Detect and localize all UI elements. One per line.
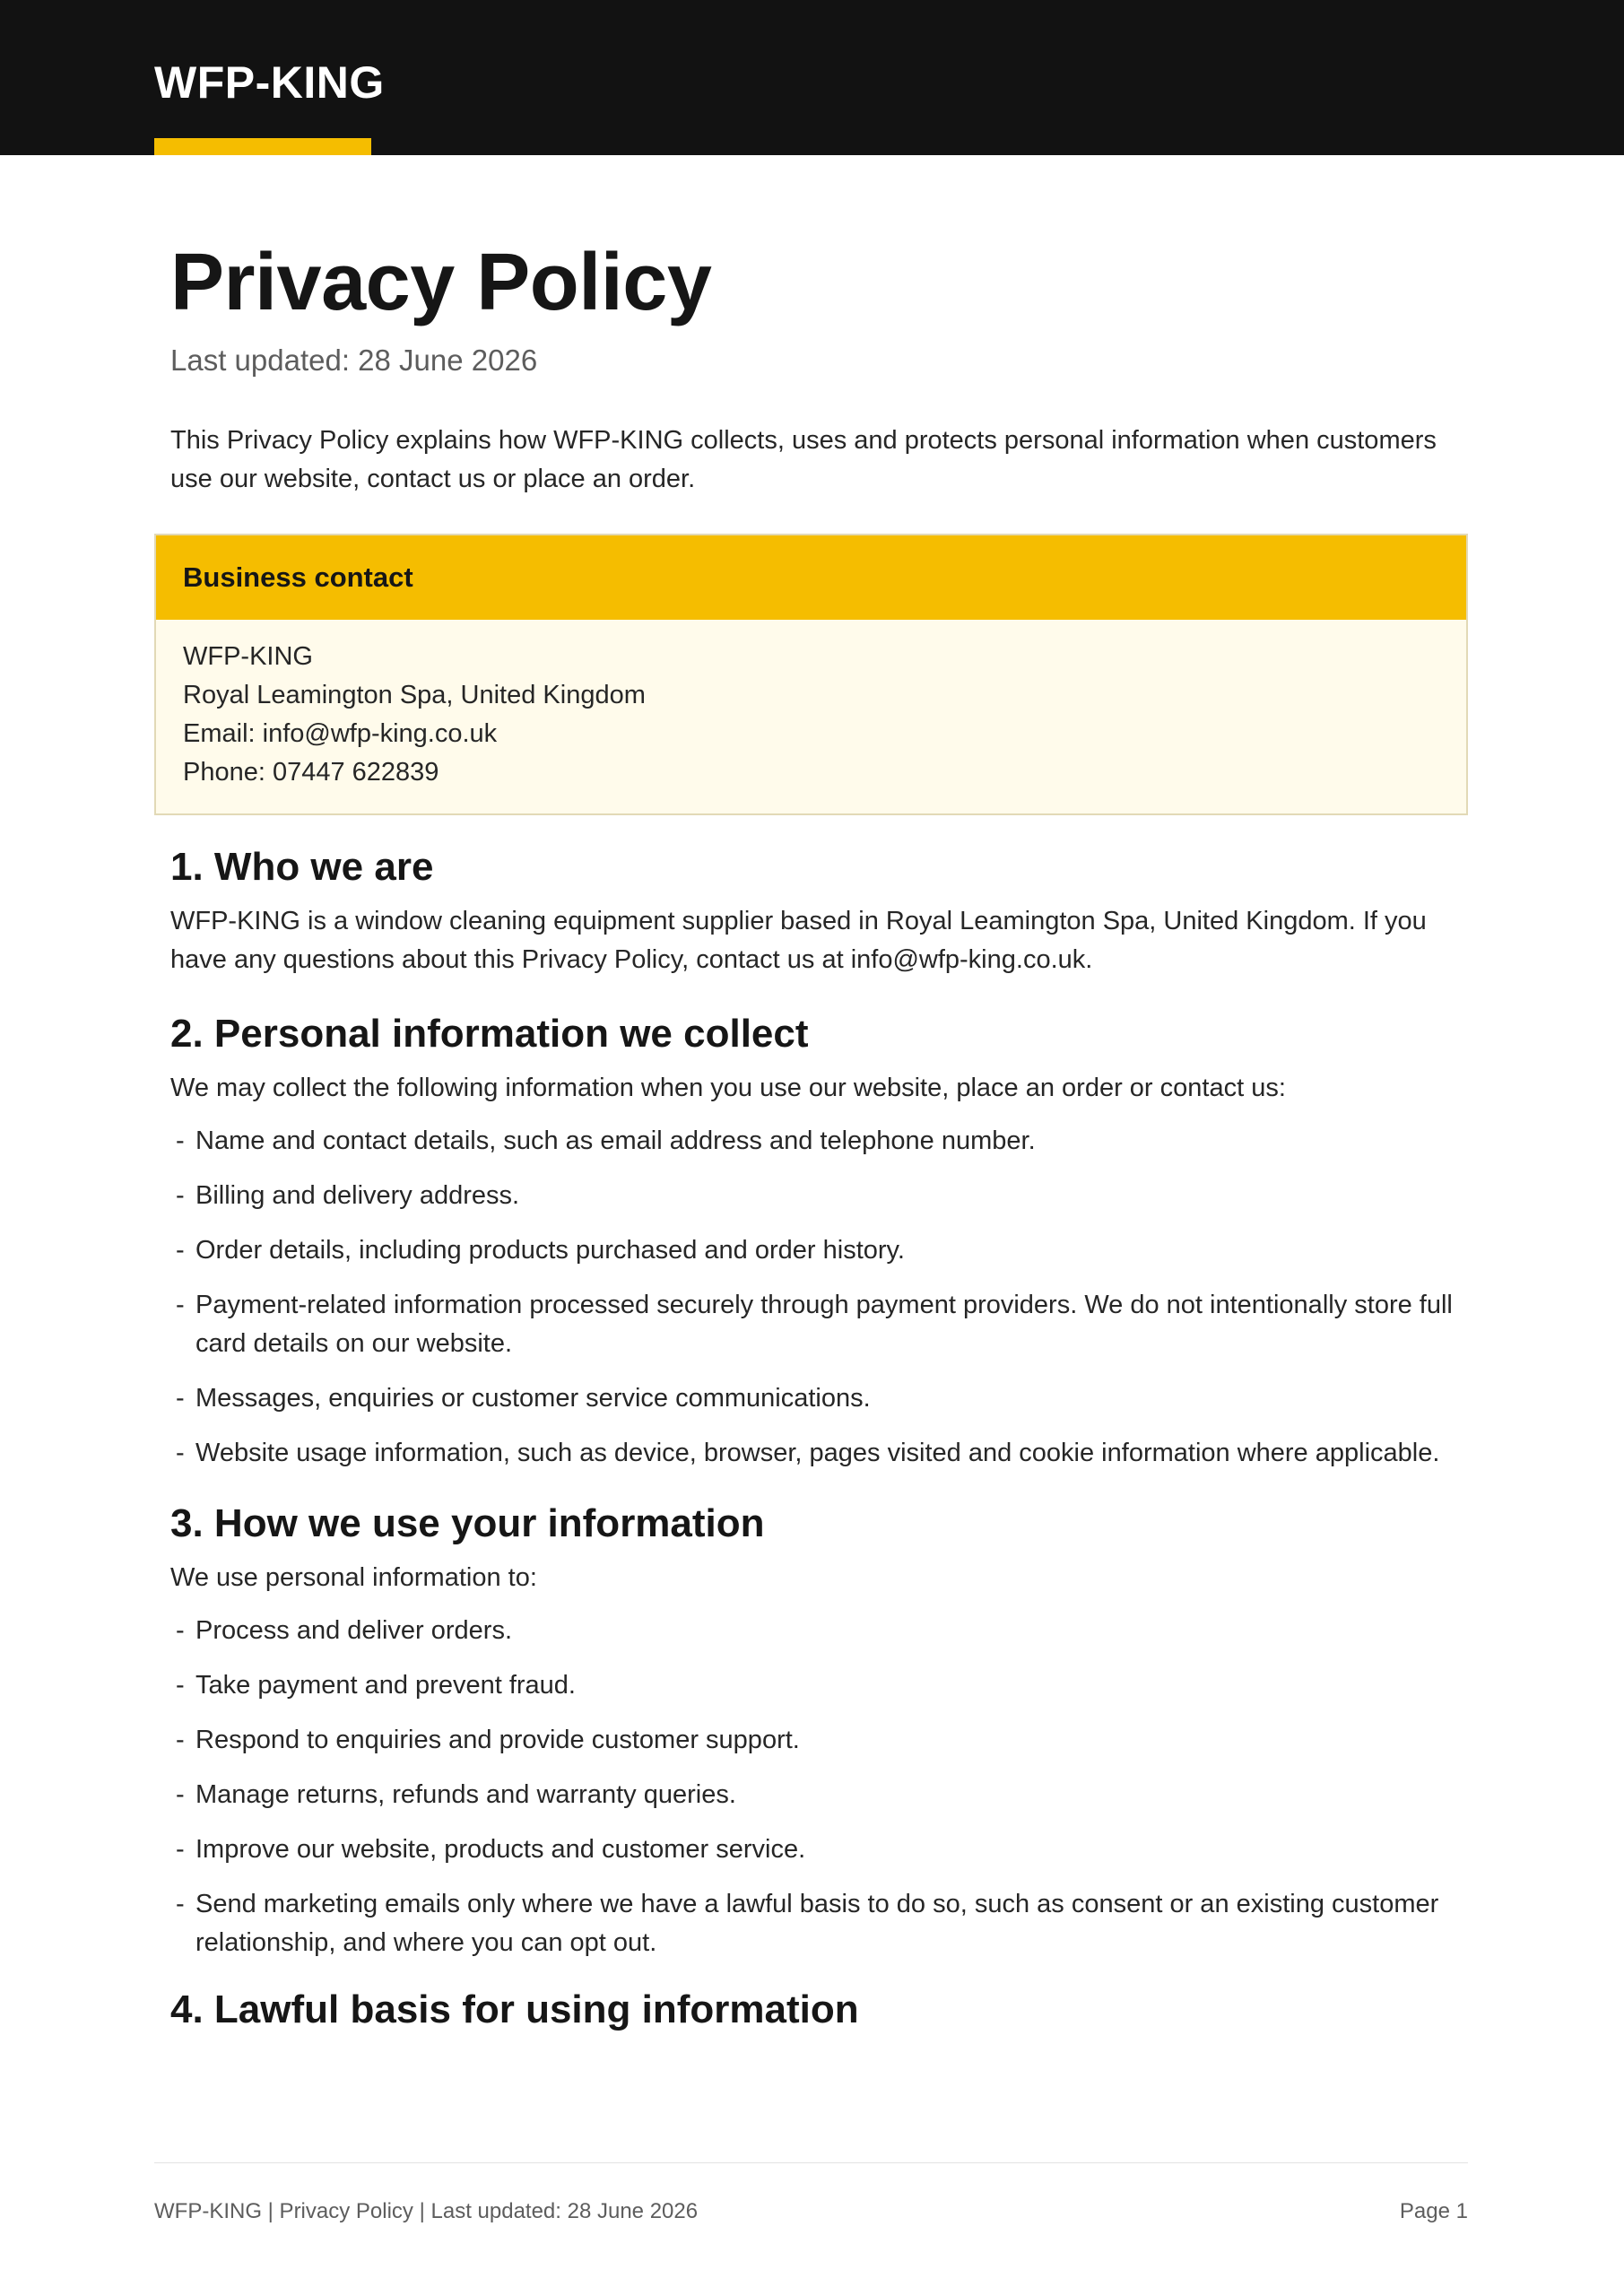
- list-item: - Take payment and prevent fraud.: [170, 1666, 1471, 1705]
- section-heading: 2. Personal information we collect: [170, 1012, 809, 1056]
- list-item: - Respond to enquiries and provide customer support.: [170, 1721, 1471, 1760]
- intro-paragraph: This Privacy Policy explains how WFP-KING collects, uses and protects personal information when customers use our website, contact us or place an order.: [170, 426, 1437, 493]
- list-item: - Order details, including products purchased and order history.: [170, 1231, 1471, 1270]
- page-title: Privacy Policy: [170, 238, 712, 327]
- section-heading: 4. Lawful basis for using information: [170, 1987, 859, 2031]
- list-item: - Process and deliver orders.: [170, 1612, 1471, 1650]
- footer-divider: [154, 2162, 1468, 2163]
- section-personal-information: [170, 1010, 1471, 1473]
- footer-page-number: Page 1: [1399, 2199, 1468, 2223]
- business-contact-details: [156, 620, 1466, 792]
- information-use-list: [170, 1612, 1471, 1962]
- section-paragraph: WFP-KING is a window cleaning equipment supplier based in Royal Leamington Spa, United Kingdom. If you have any questions about this Privacy Policy, contact us at info@wfp-king.co.uk.: [170, 907, 1427, 974]
- section-heading: 3. How we use your information: [170, 1501, 765, 1545]
- business-location: Royal Leamington Spa, United Kingdom: [183, 681, 646, 709]
- section-heading: 1. Who we are: [170, 845, 434, 889]
- business-contact-heading: Business contact: [156, 535, 1466, 620]
- list-item: - Send marketing emails only where we have a lawful basis to do so, such as consent or an existing customer relationship, and where you can opt out.: [170, 1885, 1471, 1962]
- business-email[interactable]: Email: info@wfp-king.co.uk: [183, 719, 498, 748]
- business-phone[interactable]: Phone: 07447 622839: [183, 758, 439, 787]
- list-item: - Manage returns, refunds and warranty queries.: [170, 1776, 1471, 1814]
- section-how-we-use-information: [170, 1500, 1471, 1962]
- brand-logo[interactable]: WFP-KING: [154, 57, 385, 108]
- section-lawful-basis: [170, 1986, 1471, 2034]
- last-updated-date: Last updated: 28 June 2026: [170, 344, 538, 377]
- list-item: - Billing and delivery address.: [170, 1177, 1471, 1215]
- top-navigation-bar: [0, 0, 1624, 155]
- personal-information-list: [170, 1122, 1471, 1473]
- section-paragraph: We use personal information to:: [170, 1563, 537, 1592]
- footer-document-info: WFP-KING | Privacy Policy | Last updated: 28 June 2026: [154, 2199, 699, 2223]
- list-item: - Messages, enquiries or customer service communications.: [170, 1379, 1471, 1418]
- list-item: - Website usage information, such as device, browser, pages visited and cookie information where applicable.: [170, 1434, 1471, 1473]
- section-who-we-are: [170, 843, 1471, 979]
- list-item: - Improve our website, products and customer service.: [170, 1831, 1471, 1869]
- list-item: - Payment-related information processed securely through payment providers. We do not intentionally store full card details on our website.: [170, 1286, 1471, 1363]
- document-content: [170, 233, 1471, 525]
- brand-accent-underline: [154, 138, 371, 155]
- section-paragraph: We may collect the following information when you use our website, place an order or contact us:: [170, 1074, 1286, 1102]
- business-name: WFP-KING: [183, 642, 313, 671]
- policy-sections: [170, 843, 1471, 2034]
- business-contact-card: [154, 534, 1468, 815]
- list-item: - Name and contact details, such as email address and telephone number.: [170, 1122, 1471, 1161]
